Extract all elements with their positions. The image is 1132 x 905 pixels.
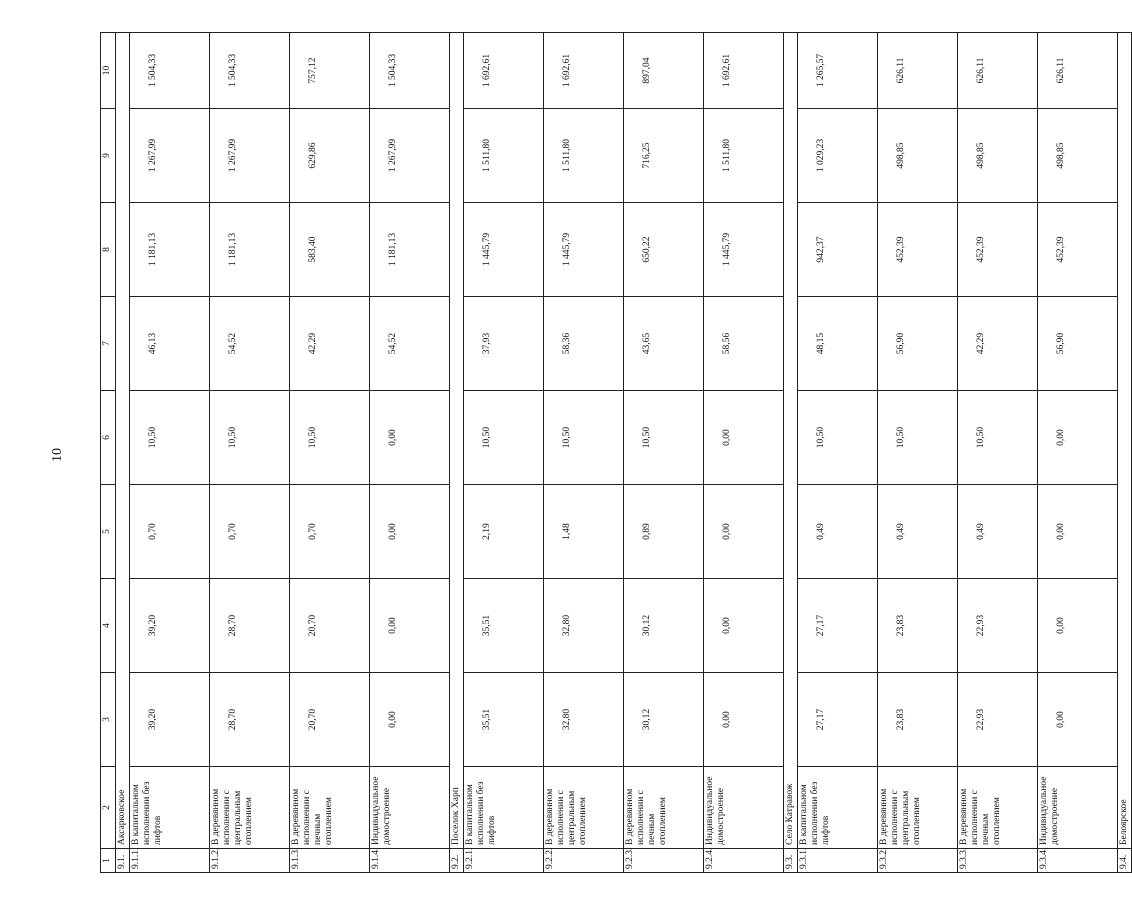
cell-value: 650,22 (624, 203, 704, 297)
row-code: 9.1.3. (290, 849, 370, 873)
cell-value: 0,49 (878, 485, 958, 579)
row-name: В деревянном исполнении с центральным отоплением (210, 767, 290, 849)
cell-value: 10,50 (544, 391, 624, 485)
row-name: Индивидуальное домостроение (1038, 767, 1118, 849)
row-code: 9.2.4. (704, 849, 784, 873)
column-number-header: 10 (101, 33, 116, 109)
cell-value: 35,51 (464, 673, 544, 767)
table-row (370, 33, 450, 873)
cell-value: 39,20 (130, 673, 210, 767)
cell-value: 626,11 (958, 33, 1038, 109)
column-number-header: 8 (101, 203, 116, 297)
cell-value: 0,00 (1038, 391, 1118, 485)
cell-value: 1 181,13 (210, 203, 290, 297)
row-code: 9.2.1. (464, 849, 544, 873)
cell-value: 942,37 (798, 203, 878, 297)
table-row (704, 33, 784, 873)
group-name: Село Катравож (784, 33, 798, 849)
cell-value: 452,39 (878, 203, 958, 297)
cell-value: 22,93 (958, 579, 1038, 673)
column-number-header: 1 (101, 849, 116, 873)
cell-value: 0,00 (1038, 579, 1118, 673)
row-name: В деревянном исполнении с центральным отоплением (878, 767, 958, 849)
cell-value: 27,17 (798, 579, 878, 673)
cell-value: 1 267,99 (130, 109, 210, 203)
cell-value: 28,70 (210, 579, 290, 673)
cell-value: 0,00 (370, 485, 450, 579)
group-row (784, 33, 798, 873)
cell-value: 43,65 (624, 297, 704, 391)
cell-value: 46,13 (130, 297, 210, 391)
cell-value: 54,52 (210, 297, 290, 391)
cell-value: 10,50 (798, 391, 878, 485)
cell-value: 0,00 (1038, 673, 1118, 767)
table-row (464, 33, 544, 873)
cell-value: 1 181,13 (130, 203, 210, 297)
table-row (878, 33, 958, 873)
cell-value: 583,40 (290, 203, 370, 297)
table-row (210, 33, 290, 873)
cell-value: 58,56 (704, 297, 784, 391)
cell-value: 1 692,61 (464, 33, 544, 109)
group-name: Белоярское (1118, 33, 1132, 849)
cell-value: 1 511,80 (544, 109, 624, 203)
cell-value: 1 692,61 (544, 33, 624, 109)
cell-value: 498,85 (958, 109, 1038, 203)
table-row (130, 33, 210, 873)
table-row (958, 33, 1038, 873)
row-code: 9.2.3. (624, 849, 704, 873)
cell-value: 0,00 (1038, 485, 1118, 579)
cell-value: 28,70 (210, 673, 290, 767)
row-code: 9.3.4. (1038, 849, 1118, 873)
row-name: В капитальном исполнении без лифтов (130, 767, 210, 849)
cell-value: 626,11 (1038, 33, 1118, 109)
cell-value: 10,50 (290, 391, 370, 485)
cell-value: 10,50 (958, 391, 1038, 485)
cell-value: 716,25 (624, 109, 704, 203)
column-number-header: 7 (101, 297, 116, 391)
group-row (450, 33, 464, 873)
cell-value: 27,17 (798, 673, 878, 767)
group-name: Аксарковское (116, 33, 130, 849)
table-row (798, 33, 878, 873)
cell-value: 0,00 (704, 673, 784, 767)
cell-value: 42,29 (958, 297, 1038, 391)
cell-value: 498,85 (1038, 109, 1118, 203)
cell-value: 20,70 (290, 673, 370, 767)
cell-value: 37,93 (464, 297, 544, 391)
cell-value: 30,12 (624, 673, 704, 767)
column-number-header: 6 (101, 391, 116, 485)
cell-value: 22,93 (958, 673, 1038, 767)
cell-value: 2,19 (464, 485, 544, 579)
row-code: 9.3. (784, 849, 798, 873)
row-code: 9.2. (450, 849, 464, 873)
cell-value: 1 504,33 (370, 33, 450, 109)
cell-value: 20,70 (290, 579, 370, 673)
cell-value: 1 692,61 (704, 33, 784, 109)
row-code: 9.3.3. (958, 849, 1038, 873)
cell-value: 0,00 (704, 579, 784, 673)
cell-value: 0,00 (370, 579, 450, 673)
table-row (624, 33, 704, 873)
cell-value: 1 511,80 (704, 109, 784, 203)
cell-value: 0,70 (210, 485, 290, 579)
cell-value: 0,00 (370, 673, 450, 767)
cell-value: 23,83 (878, 579, 958, 673)
cell-value: 0,49 (798, 485, 878, 579)
cell-value: 54,52 (370, 297, 450, 391)
cell-value: 1 445,79 (544, 203, 624, 297)
table-row (544, 33, 624, 873)
cell-value: 1 267,99 (370, 109, 450, 203)
cell-value: 39,20 (130, 579, 210, 673)
column-number-header: 3 (101, 673, 116, 767)
cell-value: 10,50 (210, 391, 290, 485)
cell-value: 1 511,80 (464, 109, 544, 203)
row-code: 9.4. (1118, 849, 1132, 873)
group-row (116, 33, 130, 873)
group-name: Поселок Харп (450, 33, 464, 849)
table-row (290, 33, 370, 873)
cell-value: 757,12 (290, 33, 370, 109)
cell-value: 56,90 (878, 297, 958, 391)
tariff-table (100, 32, 1132, 873)
cell-value: 32,80 (544, 579, 624, 673)
column-number-header: 4 (101, 579, 116, 673)
cell-value: 452,39 (958, 203, 1038, 297)
cell-value: 0,89 (624, 485, 704, 579)
row-name: Индивидуальное домостроение (370, 767, 450, 849)
cell-value: 629,86 (290, 109, 370, 203)
cell-value: 498,85 (878, 109, 958, 203)
cell-value: 1 265,57 (798, 33, 878, 109)
row-name: В капитальном исполнении без лифтов (798, 767, 878, 849)
row-code: 9.1. (116, 849, 130, 873)
row-code: 9.1.2. (210, 849, 290, 873)
row-name: В деревянном исполнении с печным отоплением (290, 767, 370, 849)
column-number-header-row (101, 33, 116, 873)
column-number-header: 5 (101, 485, 116, 579)
cell-value: 23,83 (878, 673, 958, 767)
row-code: 9.1.4. (370, 849, 450, 873)
cell-value: 10,50 (464, 391, 544, 485)
cell-value: 35,51 (464, 579, 544, 673)
cell-value: 56,90 (1038, 297, 1118, 391)
row-name: В деревянном исполнении с центральным отоплением (544, 767, 624, 849)
cell-value: 58,36 (544, 297, 624, 391)
cell-value: 1 181,13 (370, 203, 450, 297)
rotated-page-content (100, 33, 1129, 873)
table-row (1038, 33, 1118, 873)
cell-value: 0,00 (370, 391, 450, 485)
cell-value: 897,04 (624, 33, 704, 109)
cell-value: 452,39 (1038, 203, 1118, 297)
row-name: В капитальном исполнении без лифтов (464, 767, 544, 849)
cell-value: 1 029,23 (798, 109, 878, 203)
cell-value: 1 504,33 (210, 33, 290, 109)
cell-value: 0,00 (704, 391, 784, 485)
cell-value: 0,49 (958, 485, 1038, 579)
cell-value: 1 504,33 (130, 33, 210, 109)
cell-value: 42,29 (290, 297, 370, 391)
cell-value: 1 267,99 (210, 109, 290, 203)
row-code: 9.3.1. (798, 849, 878, 873)
row-code: 9.3.2. (878, 849, 958, 873)
row-name: В деревянном исполнении с печным отоплением (624, 767, 704, 849)
cell-value: 1 445,79 (704, 203, 784, 297)
group-row (1118, 33, 1132, 873)
row-name: В деревянном исполнении с печным отоплением (958, 767, 1038, 849)
cell-value: 30,12 (624, 579, 704, 673)
page-number: 10 (50, 448, 65, 462)
cell-value: 1,48 (544, 485, 624, 579)
cell-value: 0,70 (290, 485, 370, 579)
cell-value: 48,15 (798, 297, 878, 391)
column-number-header: 2 (101, 767, 116, 849)
row-code: 9.2.2. (544, 849, 624, 873)
cell-value: 626,11 (878, 33, 958, 109)
cell-value: 10,50 (878, 391, 958, 485)
column-number-header: 9 (101, 109, 116, 203)
row-code: 9.1.1. (130, 849, 210, 873)
cell-value: 0,70 (130, 485, 210, 579)
cell-value: 1 445,79 (464, 203, 544, 297)
cell-value: 10,50 (130, 391, 210, 485)
row-name: Индивидуальное домостроение (704, 767, 784, 849)
cell-value: 10,50 (624, 391, 704, 485)
cell-value: 32,80 (544, 673, 624, 767)
cell-value: 0,00 (704, 485, 784, 579)
